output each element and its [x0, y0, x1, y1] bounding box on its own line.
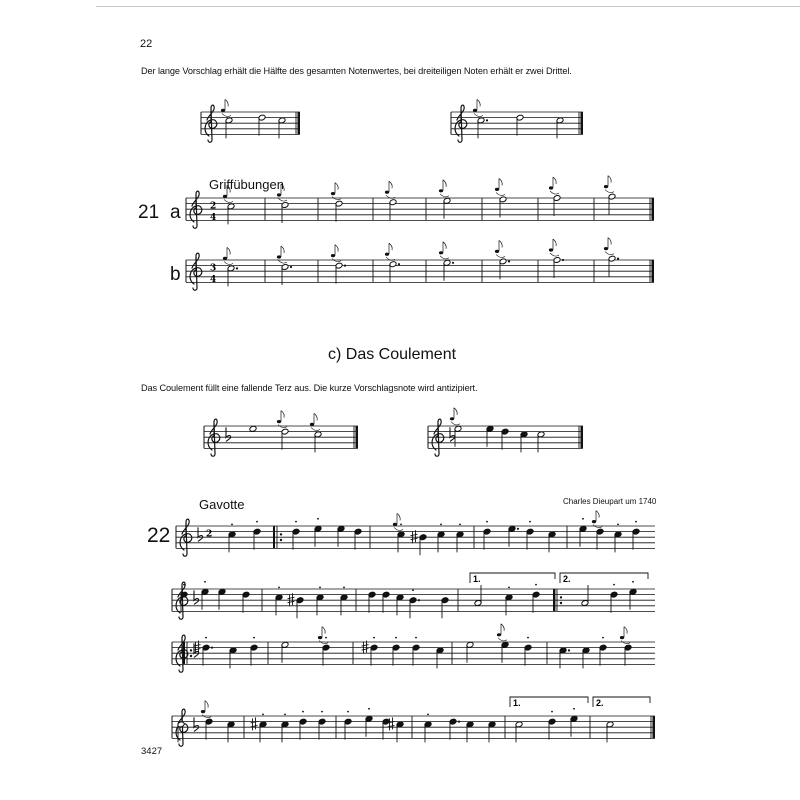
treble-clef-icon: [180, 519, 192, 556]
staccato-dot: [262, 714, 264, 716]
slur: [474, 113, 483, 116]
staccato-dot: [602, 637, 604, 639]
grace-flag: [454, 408, 457, 415]
grace-note: [385, 253, 389, 256]
repeat-dot: [560, 596, 562, 598]
gavotte-attribution: Charles Dieupart um 1740: [563, 497, 657, 506]
staccato-dot: [319, 587, 321, 589]
grace-flag: [314, 413, 317, 420]
staccato-dot: [632, 581, 634, 583]
staccato-dot: [440, 524, 442, 526]
staccato-dot: [415, 637, 417, 639]
volta-label: 1.: [473, 574, 481, 584]
staff-gavotte-line-3: [172, 624, 655, 672]
grace-flag: [397, 513, 400, 520]
repeat-dot: [560, 602, 562, 604]
staccato-dot: [427, 714, 429, 716]
exercise-22-number: 22: [147, 524, 171, 547]
grace-note: [223, 257, 227, 260]
grace-note: [495, 250, 499, 253]
augmentation-dot: [452, 262, 454, 264]
grace-flag: [389, 181, 392, 188]
staccato-dot: [412, 589, 414, 591]
augmentation-dot: [211, 647, 213, 649]
gavotte-title: Gavotte: [199, 497, 245, 512]
grace-flag: [596, 511, 599, 518]
treble-clef-icon: [208, 419, 220, 456]
slur: [605, 252, 614, 255]
grace-flag: [281, 184, 284, 191]
grace-flag: [227, 185, 230, 192]
grace-flag: [335, 245, 338, 252]
slur: [440, 194, 449, 197]
grace-flag: [389, 243, 392, 250]
flat-icon: [194, 717, 199, 731]
grace-note: [473, 109, 477, 112]
flat-icon: [226, 427, 231, 441]
grace-flag: [335, 183, 338, 190]
grace-note: [592, 520, 596, 523]
exercise-21-label: Griffübungen: [209, 177, 284, 192]
volta-bracket: [560, 573, 648, 583]
final-bar-thick: [652, 260, 655, 282]
grace-flag: [281, 411, 284, 418]
page-number: 22: [140, 38, 153, 50]
staff-coulement-example-2: [428, 408, 583, 456]
grace-flag: [501, 624, 504, 631]
grace-note: [201, 710, 205, 713]
grace-note: [393, 523, 397, 526]
grace-note: [439, 189, 443, 192]
grace-note: [604, 247, 608, 250]
staccato-dot: [295, 521, 297, 523]
note-head: [249, 425, 257, 432]
staccato-dot: [459, 524, 461, 526]
staccato-dot: [204, 581, 206, 583]
final-bar-thick: [581, 426, 584, 448]
slur: [440, 256, 449, 259]
grace-flag: [624, 627, 627, 634]
grace-flag: [225, 99, 228, 106]
grace-note: [549, 186, 553, 189]
treble-clef-icon: [205, 105, 217, 142]
exercise-21-number: 21: [138, 202, 160, 223]
staccato-dot: [284, 714, 286, 716]
time-signature-top: 3: [210, 263, 217, 274]
augmentation-dot: [617, 258, 619, 260]
slur: [496, 192, 505, 195]
staccato-dot: [508, 587, 510, 589]
augmentation-dot: [458, 721, 460, 723]
augmentation-dot: [236, 267, 238, 269]
staff-exercise-21a: [186, 176, 654, 229]
staccato-dot: [231, 524, 233, 526]
augmentation-dot: [398, 263, 400, 265]
staccato-dot: [183, 584, 185, 586]
staff-gavotte-line-4: [172, 701, 655, 747]
slur: [496, 254, 505, 257]
grace-note: [277, 193, 281, 196]
grace-flag: [553, 239, 556, 246]
grace-flag: [281, 246, 284, 253]
staff-vorschlag-example-1: [201, 99, 300, 142]
grace-note: [604, 185, 608, 188]
grace-note: [318, 636, 322, 639]
grace-flag: [608, 176, 611, 183]
sharp-icon: [251, 717, 258, 730]
volta-label: 2.: [596, 698, 604, 708]
grace-flag: [553, 177, 556, 184]
volta-bracket: [470, 573, 555, 583]
flat-icon: [450, 427, 455, 441]
staccato-dot: [253, 637, 255, 639]
augmentation-dot: [508, 260, 510, 262]
flat-icon: [198, 527, 203, 541]
slur: [278, 260, 287, 263]
time-signature-top: 2: [206, 529, 213, 540]
staccato-dot: [635, 521, 637, 523]
staccato-dot: [529, 521, 531, 523]
slur: [222, 113, 231, 116]
grace-flag: [205, 701, 208, 708]
grace-flag: [443, 242, 446, 249]
slur: [311, 427, 320, 430]
repeat-sign-icon: [273, 526, 275, 548]
grace-note: [495, 188, 499, 191]
grace-note: [549, 248, 553, 251]
staccato-dot: [527, 637, 529, 639]
sharp-icon: [288, 593, 295, 606]
grace-flag: [608, 238, 611, 245]
slur: [394, 527, 403, 530]
final-bar-thick: [652, 198, 655, 220]
grace-note: [223, 195, 227, 198]
augmentation-dot: [418, 599, 420, 601]
staccato-dot: [256, 521, 258, 523]
volta-label: 1.: [513, 698, 521, 708]
grace-note: [331, 254, 335, 257]
treble-clef-icon: [190, 253, 202, 290]
coulement-title: c) Das Coulement: [328, 346, 457, 363]
staccato-dot: [302, 711, 304, 713]
grace-note: [331, 192, 335, 195]
staccato-dot: [317, 518, 319, 520]
coulement-instruction: Das Coulement füllt eine fallende Terz aus. Die kurze Vorschlagsnote wird antizipiert.: [141, 383, 478, 393]
grace-note: [277, 255, 281, 258]
grace-note: [439, 251, 443, 254]
grace-flag: [227, 247, 230, 254]
treble-clef-icon: [455, 105, 467, 142]
grace-flag: [499, 178, 502, 185]
staccato-dot: [347, 711, 349, 713]
staccato-dot: [325, 637, 327, 639]
time-signature-bottom: 4: [210, 212, 217, 223]
grace-note: [497, 633, 501, 636]
time-signature-top: 2: [210, 201, 217, 212]
catalog-number: 3427: [141, 746, 163, 757]
grace-note: [277, 420, 281, 423]
staff-vorschlag-example-2: [451, 99, 583, 142]
grace-note: [620, 636, 624, 639]
staff-gavotte-line-1: [176, 511, 655, 557]
treble-clef-icon: [176, 635, 188, 672]
grace-note: [221, 109, 225, 112]
volta-label: 2.: [563, 574, 571, 584]
repeat-dot: [190, 649, 192, 651]
exercise-21-part-a: a: [170, 202, 181, 223]
slur: [605, 190, 614, 193]
staff-exercise-21b: [186, 238, 654, 291]
slur: [278, 198, 287, 201]
sharp-icon: [362, 641, 369, 654]
staccato-dot: [573, 708, 575, 710]
staccato-dot: [395, 637, 397, 639]
slur: [498, 638, 507, 641]
staccato-dot: [617, 524, 619, 526]
augmentation-dot: [568, 649, 570, 651]
staccato-dot: [400, 524, 402, 526]
grace-flag: [477, 99, 480, 106]
grace-flag: [322, 627, 325, 634]
grace-flag: [443, 180, 446, 187]
repeat-dot: [280, 539, 282, 541]
slur: [550, 191, 559, 194]
grace-note: [450, 417, 454, 420]
augmentation-dot: [517, 528, 519, 530]
augmentation-dot: [486, 119, 488, 121]
exercise-21-part-b: b: [170, 264, 181, 285]
slur: [550, 253, 559, 256]
repeat-dot: [280, 533, 282, 535]
staccato-dot: [486, 521, 488, 523]
slur: [224, 199, 233, 202]
staccato-dot: [368, 708, 370, 710]
staff-gavotte-line-2: [172, 581, 655, 619]
volta-brackets: [470, 573, 650, 708]
augmentation-dot: [562, 259, 564, 261]
grace-note: [310, 423, 314, 426]
staccato-dot: [582, 518, 584, 520]
final-bar-thick: [356, 426, 359, 448]
staccato-dot: [278, 587, 280, 589]
staccato-dot: [613, 584, 615, 586]
repeat-sign-icon: [553, 589, 555, 611]
augmentation-dot: [290, 266, 292, 268]
final-bar-thick: [298, 112, 301, 134]
vorschlag-instruction: Der lange Vorschlag erhält die Hälfte des gesamten Notenwertes, bei dreiteiligen Noten erhält er zwei Drittel.: [141, 66, 572, 76]
treble-clef-icon: [176, 582, 188, 619]
repeat-sign-icon: [183, 642, 185, 664]
staccato-dot: [535, 584, 537, 586]
augmentation-dot: [344, 265, 346, 267]
final-bar-thick: [581, 112, 584, 134]
final-bar-thick: [653, 716, 656, 738]
staccato-dot: [343, 587, 345, 589]
slur: [224, 261, 233, 264]
repeat-dot: [190, 655, 192, 657]
staccato-dot: [321, 711, 323, 713]
sharp-icon: [411, 530, 418, 543]
slur: [451, 422, 460, 425]
staff-coulement-example-1: [204, 411, 358, 457]
grace-flag: [499, 240, 502, 247]
grace-note: [385, 191, 389, 194]
flat-icon: [194, 590, 199, 604]
volta-bracket: [510, 697, 588, 707]
time-signature-bottom: 4: [210, 274, 217, 285]
treble-clef-icon: [432, 419, 444, 456]
treble-clef-icon: [190, 191, 202, 228]
staccato-dot: [551, 711, 553, 713]
staccato-dot: [373, 637, 375, 639]
staccato-dot: [205, 637, 207, 639]
